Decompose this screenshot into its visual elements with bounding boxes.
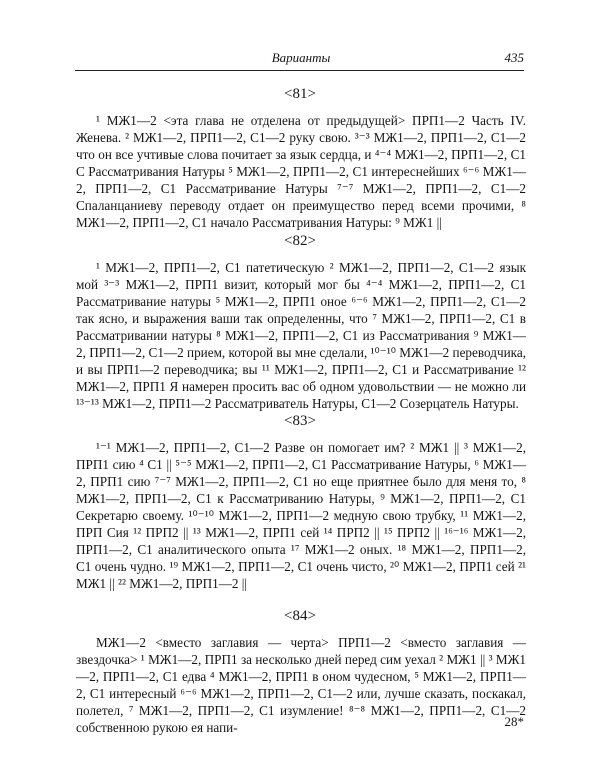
section-heading-83: <83>	[284, 413, 316, 429]
section-paragraph-81: ¹ МЖ1—2 <эта глава не отделена от предыдущей> ПРП1—2 Часть IV. Женева. ² МЖ1—2, ПРП1—2, С1—2 руку свою. ³⁻³ МЖ1—2, ПРП1—2, С1—2 что он все учтивые слова почитает за язык сердца, и ⁴⁻⁴ МЖ1—2, ПРП1—2, С1 С Рассматривания Натуры ⁵ МЖ1—2, ПРП1—2, С1 интереснейших ⁶⁻⁶ МЖ1—2, ПРП1—2, С1 Рассматривание Натуры ⁷⁻⁷ МЖ1—2, ПРП1—2, С1—2 Спаланцаниеву переводу отдает он преимущество перед всеми прочими, ⁸ МЖ1—2, ПРП1—2, С1 начало Рассматривания Натуры: ⁹ МЖ1 ||	[76, 113, 526, 230]
section-text-84	[76, 634, 526, 736]
section-heading-81: <81>	[284, 86, 316, 102]
signature-mark: 28*	[504, 714, 524, 729]
running-head	[78, 50, 524, 68]
section-paragraph-84: МЖ1—2 <вместо заглавия — черта> ПРП1—2 <вместо заглавия — звездочка> ¹ МЖ1—2, ПРП1 за несколько дней перед сим уехал ² МЖ1 || ³ МЖ1—2, ПРП1—2, С1 едва ⁴ МЖ1—2, ПРП1 в оном чудесном, ⁵ МЖ1—2, ПРП1—2, С1 интересный ⁶⁻⁶ МЖ1—2, ПРП1—2, С1—2 или, лучше сказать, поскакал, полетел, ⁷ МЖ1—2, ПРП1—2, С1 изумление! ⁸⁻⁸ МЖ1—2, ПРП1—2, С1—2 собственною рукою ея напи-	[76, 635, 526, 735]
running-title: Варианты	[271, 50, 331, 65]
section-text-82	[76, 259, 526, 412]
section-paragraph-83: ¹⁻¹ МЖ1—2, ПРП1—2, С1—2 Разве он помогает им? ² МЖ1 || ³ МЖ1—2, ПРП1 сию ⁴ С1 || ⁵⁻⁵ МЖ1—2, ПРП1—2, С1 Рассматривание Натуры, ⁶ МЖ1—2, ПРП1 сию ⁷⁻⁷ МЖ1—2, ПРП1—2, С1 но еще приятнее было для меня то, ⁸ МЖ1—2, ПРП1—2, С1 к Рассматриванию Натуры, ⁹ МЖ1—2, ПРП1—2, С1 Секретарю своему. ¹⁰⁻¹⁰ МЖ1—2, ПРП1—2 медную свою трубку, ¹¹ МЖ1—2, ПРП Сия ¹² ПРП2 || ¹³ МЖ1—2, ПРП1 сей ¹⁴ ПРП2 || ¹⁵ ПРП2 || ¹⁶⁻¹⁶ МЖ1—2, ПРП1—2, С1 аналитического опыта ¹⁷ МЖ1—2 оных. ¹⁸ МЖ1—2, ПРП1—2, С1 очень чудно. ¹⁹ МЖ1—2, ПРП1—2, С1 очень чисто, ²⁰ МЖ1—2, ПРП1 сей ²¹ МЖ1 || ²² МЖ1—2, ПРП1—2 ||	[76, 440, 526, 591]
section-paragraph-82: ¹ МЖ1—2, ПРП1—2, С1 патетическую ² МЖ1—2, ПРП1—2, С1—2 язык мой ³⁻³ МЖ1—2, ПРП1 визит, который мог бы ⁴⁻⁴ МЖ1—2, ПРП1—2, С1 Рассматривание натуры ⁵ МЖ1—2, ПРП1 оное ⁶⁻⁶ МЖ1—2, ПРП1—2, С1—2 так ясно, и выражения ваши так определенны, что ⁷ МЖ1—2, ПРП1—2, С1 в Рассматривании натуры ⁸ МЖ1—2, ПРП1—2, С1 из Рассматривания ⁹ МЖ1—2, ПРП1—2, С1—2 прием, которой вы мне сделали, ¹⁰⁻¹⁰ МЖ1—2 переводчика, и вы ПРП1—2 переводчика; вы ¹¹ МЖ1—2, ПРП1—2, С1 и Рассматривание ¹² МЖ1—2, ПРП1 Я намерен просить вас об одном удовольствии — не можно ли ¹³⁻¹³ МЖ1—2, ПРП1—2 Рассматриватель Натуры, С1—2 Созерцатель Натуры.	[76, 260, 526, 411]
section-text-81	[76, 112, 526, 231]
section-heading-84: <84>	[284, 608, 316, 624]
page-number: 435	[504, 50, 524, 65]
header-rule	[75, 70, 524, 71]
section-heading-82: <82>	[284, 233, 316, 249]
section-text-83	[76, 439, 526, 592]
